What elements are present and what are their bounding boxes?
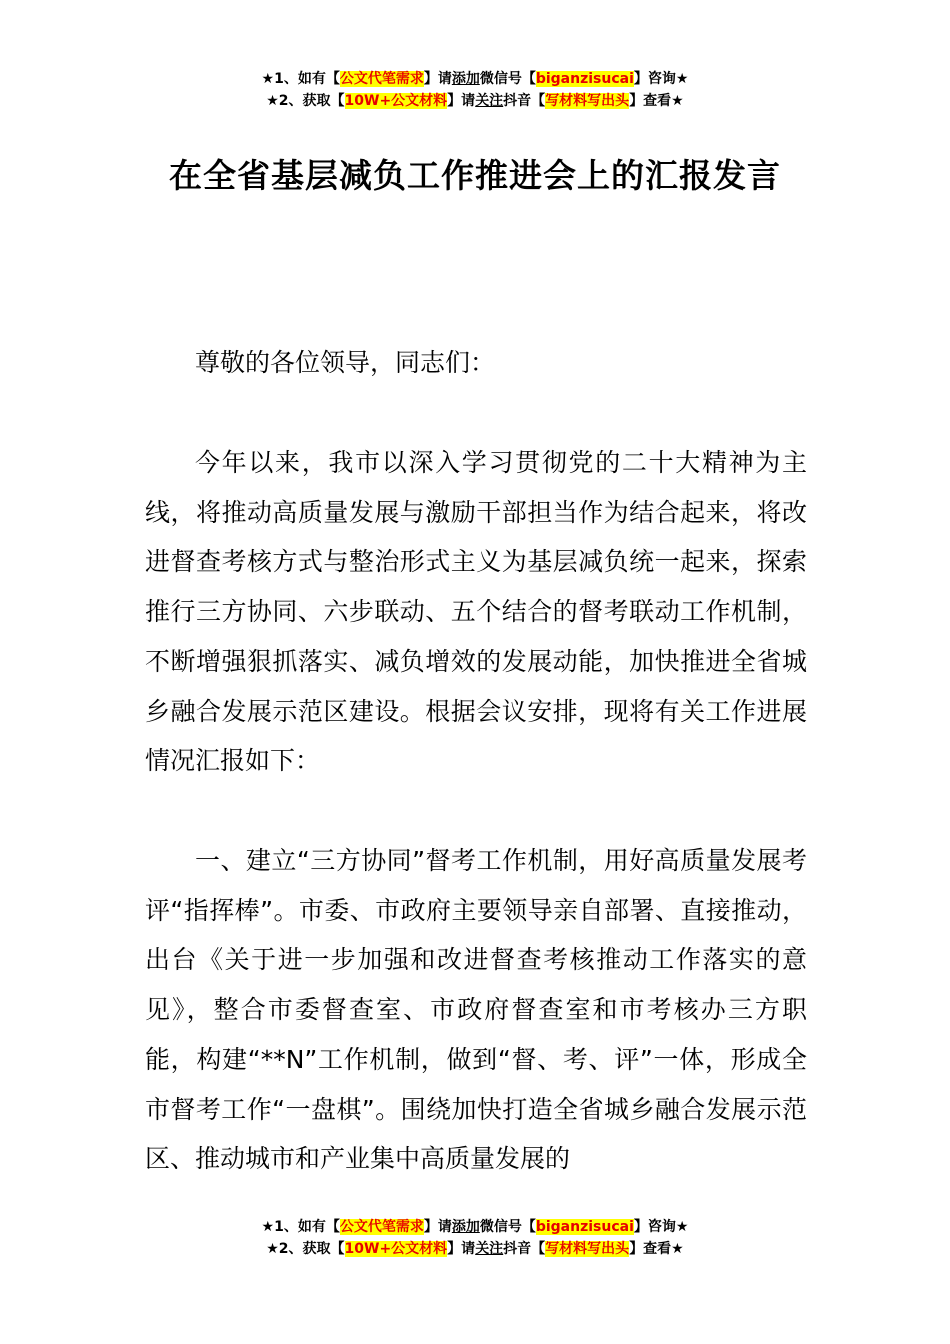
salutation: 尊敬的各位领导，同志们： — [195, 348, 496, 377]
banner-line-1: ★1、如有【公文代笔需求】请添加微信号【biganzisucai】咨询★ — [261, 71, 689, 87]
document-title: 在全省基层减负工作推进会上的汇报发言 — [169, 156, 781, 195]
highlight-service: 公文代笔需求 — [339, 71, 424, 87]
banner-line-1: ★1、如有【公文代笔需求】请添加微信号【biganzisucai】咨询★ — [261, 1219, 689, 1235]
highlight-service: 公文代笔需求 — [339, 1219, 424, 1235]
banner-line-2: ★2、获取【10W+公文材料】请关注抖音【写材料写出头】查看★ — [266, 1241, 684, 1257]
banner-line-2: ★2、获取【10W+公文材料】请关注抖音【写材料写出头】查看★ — [266, 93, 684, 109]
footer-banner — [0, 1216, 950, 1260]
highlight-wechat-id: biganzisucai — [535, 1219, 634, 1235]
paragraph-intro: 今年以来，我市以深入学习贯彻党的二十大精神为主线，将推动高质量发展与激励干部担当作为结合起来，将改进督查考核方式与整治形式主义为基层减负统一起来，探索推行三方协同、六步联动、五个结合的督考联动工作机制，不断增强狠抓落实、减负增效的发展动能，加快推进全省城乡融合发展示范区建设。根据会议安排，现将有关工作进展情况汇报如下： — [145, 448, 807, 776]
header-banner — [0, 68, 950, 112]
highlight-materials: 10W+公文材料 — [344, 93, 448, 109]
highlight-douyin: 写材料写出头 — [545, 1241, 630, 1257]
highlight-materials: 10W+公文材料 — [344, 1241, 448, 1257]
paragraph-section-one: 一、建立“三方协同”督考工作机制，用好高质量发展考评“指挥棒”。市委、市政府主要领导亲自部署、直接推动，出台《关于进一步加强和改进督查考核推动工作落实的意见》，整合市委督查室、市政府督查室和市考核办三方职能，构建“**N”工作机制，做到“督、考、评”一体，形成全市督考工作“一盘棋”。围绕加快打造全省城乡融合发展示范区、推动城市和产业集中高质量发展的 — [145, 846, 807, 1174]
highlight-douyin: 写材料写出头 — [545, 93, 630, 109]
highlight-wechat-id: biganzisucai — [535, 71, 634, 87]
